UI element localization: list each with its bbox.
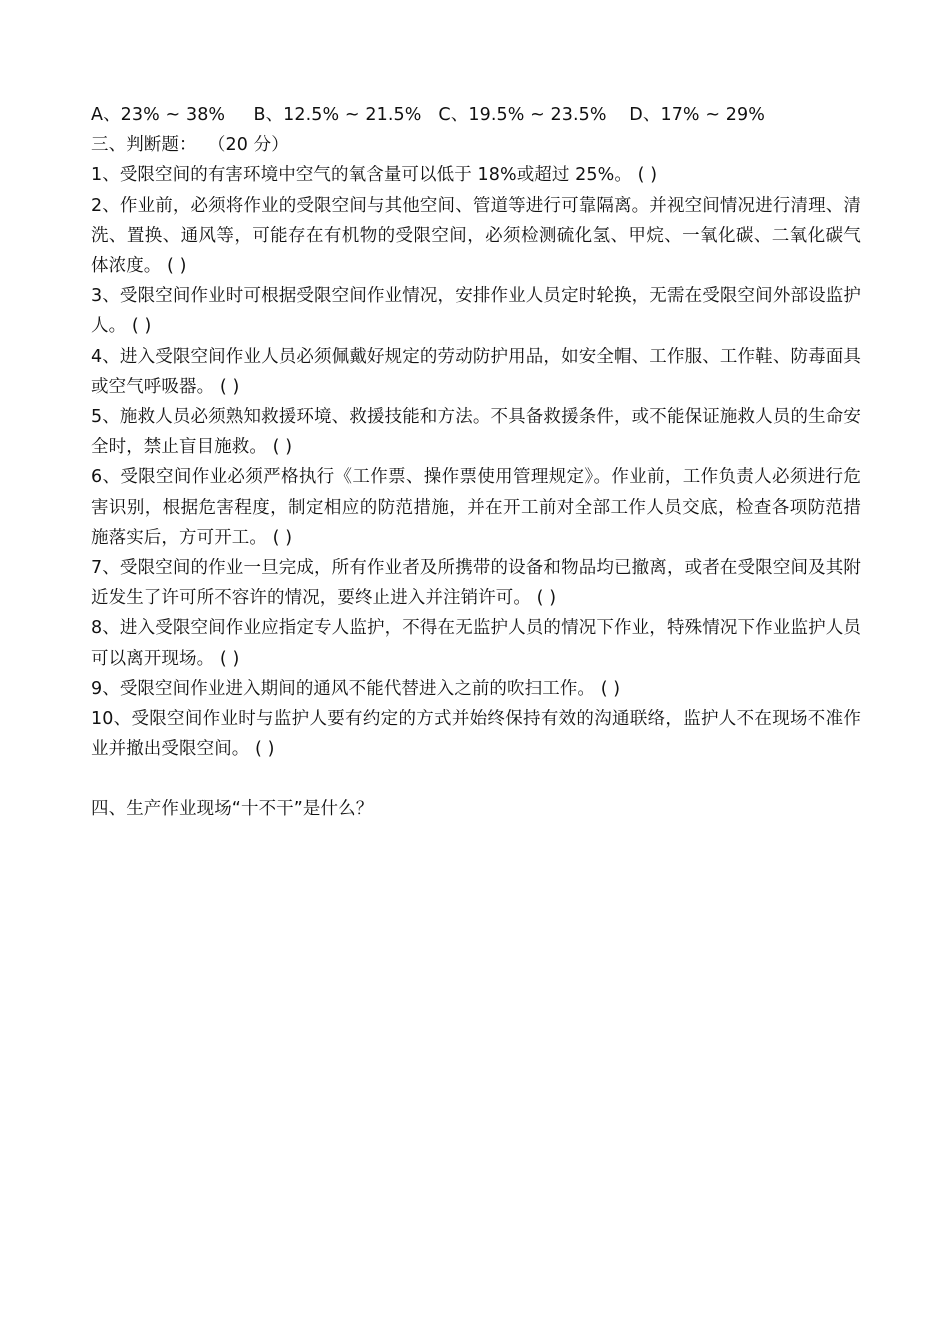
question-8: 8、进入受限空间作业应指定专人监护，不得在无监护人员的情况下作业，特殊情况下作业监护人员可以离开现场。 ( ) [91,618,861,669]
question-9: 9、受限空间作业进入期间的通风不能代替进入之前的吹扫工作。 ( ) [91,678,621,699]
multiple-choice-options: A、23% ~ 38% B、12.5% ~ 21.5% C、19.5% ~ 23.5% D、17% ~ 29% [91,105,765,125]
section-title-true-false: 三、判断题： （20 分） [91,135,289,156]
question-2: 2、作业前，必须将作业的受限空间与其他空间、管道等进行可靠隔离。并视空间情况进行清理、清洗、置换、通风等，可能存在有机物的受限空间，必须检测硫化氢、甲烷、一氧化碳、二氧化碳气体浓度。 ( ) [91,195,861,277]
question-4: 4、进入受限空间作业人员必须佩戴好规定的劳动防护用品，如安全帽、工作服、工作鞋、防毒面具或空气呼吸器。 ( ) [91,346,861,397]
question-3: 3、受限空间作业时可根据受限空间作业情况，安排作业人员定时轮换，无需在受限空间外部设监护人。 ( ) [91,286,861,337]
question-6: 6、受限空间作业必须严格执行《工作票、操作票使用管理规定》。作业前，工作负责人必须进行危害识别，根据危害程度，制定相应的防范措施，并在开工前对全部工作人员交底，检查各项防范措施落实后，方可开工。 ( ) [91,467,861,548]
question-7: 7、受限空间的作业一旦完成，所有作业者及所携带的设备和物品均已撤离，或者在受限空间及其附近发生了许可所不容许的情况，要终止进入并注销许可。 ( ) [91,558,861,609]
question-5: 5、施救人员必须熟知救援环境、救援技能和方法。不具备救援条件，或不能保证施救人员的生命安全时，禁止盲目施救。 ( ) [91,407,861,458]
question-10: 10、受限空间作业时与监护人要有约定的方式并始终保持有效的沟通联络，监护人不在现场不准作业并撤出受限空间。 ( ) [91,709,861,760]
question-1: 1、受限空间的有害环境中空气的氧含量可以低于 18%或超过 25%。 ( ) [91,165,658,186]
section-title-ten-donts: 四、生产作业现场“十不干”是什么？ [91,799,374,820]
blank-spacer [91,764,861,794]
document-body [91,100,861,825]
